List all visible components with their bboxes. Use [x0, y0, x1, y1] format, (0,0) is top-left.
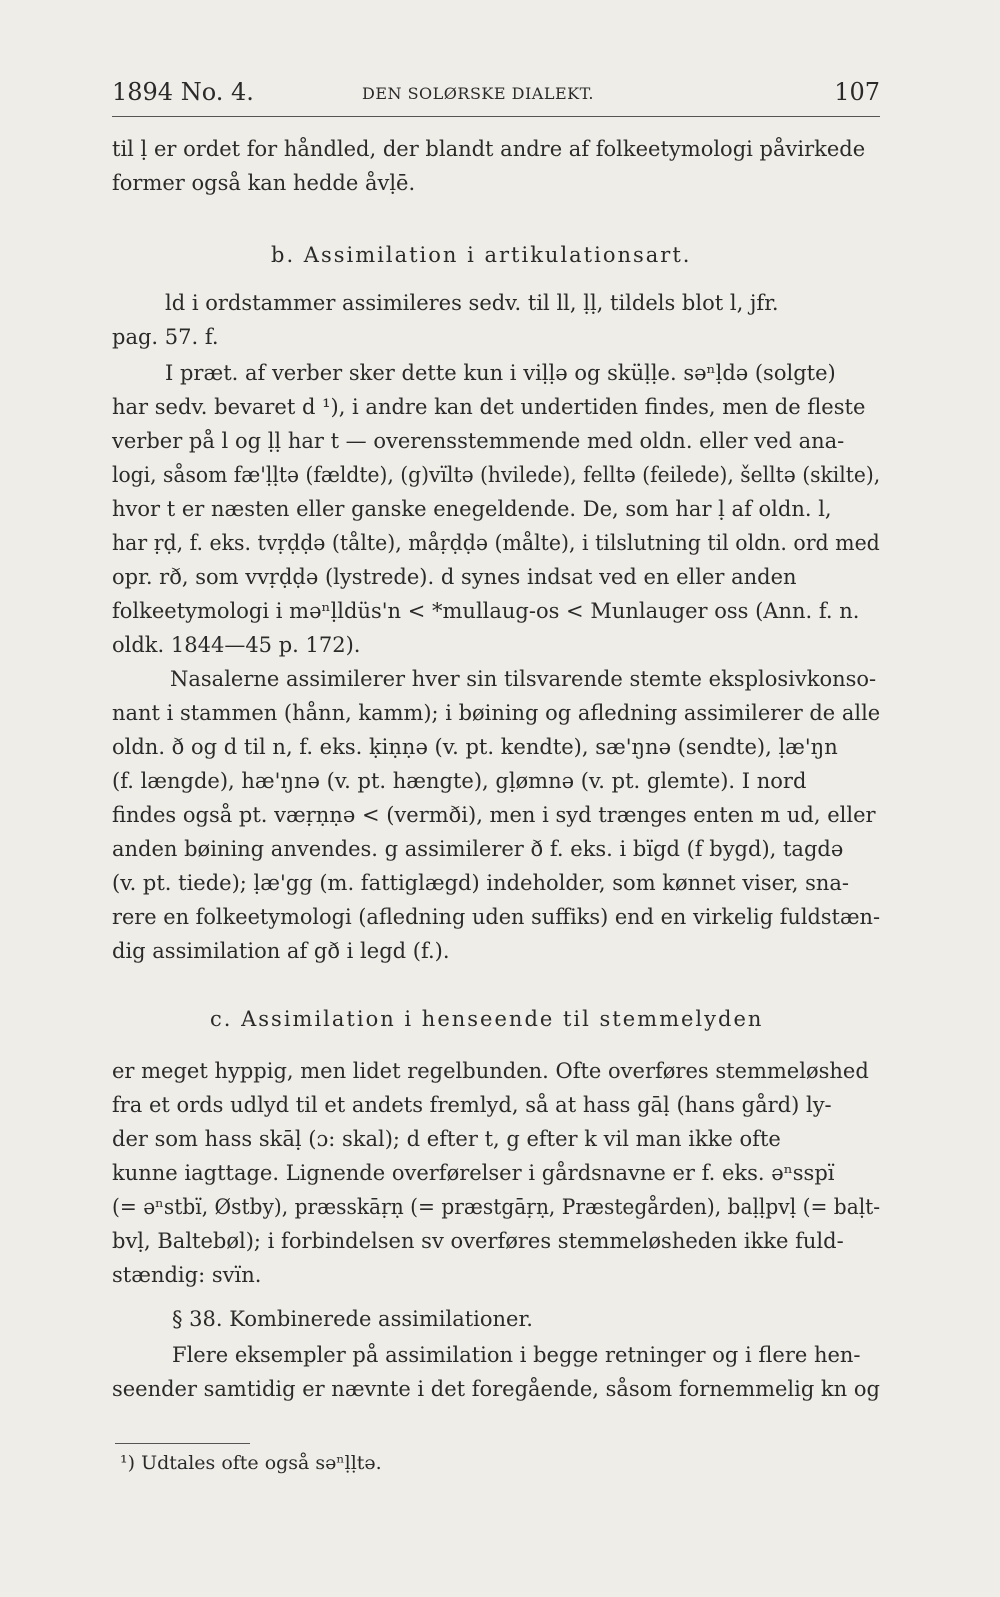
text-line-content: stændig: svïn. — [112, 1263, 262, 1287]
text-line-content: har sedv. bevaret d ¹), i andre kan det undertiden findes, men de fleste — [112, 395, 866, 419]
text-line — [0, 492, 1000, 526]
text-line — [0, 1122, 1000, 1156]
text-line-content: opr. rð, som vvṛḍḍə (lystrede). d synes indsat ved en eller anden — [112, 565, 797, 589]
text-line — [0, 1302, 1000, 1336]
text-line — [0, 458, 1000, 492]
header-left: 1894 No. 4. — [112, 78, 254, 106]
text-line-content: seender samtidig er nævnte i det foregående, såsom fornemmelig kn og — [112, 1377, 880, 1401]
running-header — [112, 76, 880, 117]
text-line — [0, 320, 1000, 354]
page-number: 107 — [834, 78, 880, 106]
text-line — [0, 866, 1000, 900]
text-line — [0, 356, 1000, 390]
text-line — [0, 628, 1000, 662]
text-line-content: til ḷ er ordet for håndled, der blandt andre af folkeetymologi påvirkede — [112, 137, 866, 161]
text-line-content: oldk. 1844—45 p. 172). — [112, 633, 361, 657]
text-line-content: der som hass skāḷ (ɔ: skal); d efter t, g efter k vil man ikke ofte — [112, 1127, 781, 1151]
text-line-content: nant i stammen (hånn, kamm); i bøining og afledning assimilerer de alle — [112, 701, 881, 725]
text-line-content: Nasalerne assimilerer hver sin tilsvarende stemte eksplosivkonso- — [170, 667, 877, 691]
text-line — [0, 696, 1000, 730]
text-line-content: former også kan hedde åvḷē. — [112, 171, 416, 195]
text-line-content: c. Assimilation i henseende til stemmelyden — [210, 1007, 764, 1031]
text-line — [0, 1190, 1000, 1224]
text-line — [0, 238, 1000, 272]
text-line-content: folkeetymologi i məⁿḷldüs'n < *mullaug-os < Munlauger oss (Ann. f. n. — [112, 599, 860, 623]
text-line — [0, 424, 1000, 458]
text-line-content: logi, såsom fæ'ḷḷtə (fældte), (g)vïltə (hvilede), felltə (feilede), šelltə (skilte), — [112, 463, 881, 487]
text-line — [0, 1002, 1000, 1036]
text-line-content: (= əⁿstbï, Østby), præsskāṛṇ (= præstgāṛṇ, Præstegården), baḷḷpvḷ (= baḷt- — [112, 1195, 881, 1219]
text-line — [0, 560, 1000, 594]
text-line — [0, 132, 1000, 166]
text-line — [0, 1088, 1000, 1122]
text-line-content: I præt. af verber sker dette kun i viḷḷə og skü̇ḷḷe. səⁿḷdə (solgte) — [165, 361, 836, 385]
text-line — [0, 526, 1000, 560]
text-line-content: dig assimilation af gð i legd (f.). — [112, 939, 450, 963]
footnote: ¹) Udtales ofte også səⁿḷḷtə. — [120, 1452, 382, 1474]
text-line-content: anden bøining anvendes. g assimilerer ð f. eks. i bïgd (f bygd), tagdə — [112, 837, 844, 861]
text-line-content: findes også pt. væṛṇṇə < (vermði), men i syd trænges enten m ud, eller — [112, 803, 876, 827]
text-line-content: (f. længde), hæ'ŋnə (v. pt. hængte), gḷømnə (v. pt. glemte). I nord — [112, 769, 807, 793]
text-line — [0, 662, 1000, 696]
footnote-rule — [115, 1443, 250, 1444]
text-line — [0, 286, 1000, 320]
text-line-content: bvḷ, Baltebøl); i forbindelsen sv overføres stemmeløsheden ikke fuld- — [112, 1229, 844, 1253]
text-line — [0, 1338, 1000, 1372]
text-line-content: er meget hyppig, men lidet regelbunden. Ofte overføres stemmeløshed — [112, 1059, 869, 1083]
text-line — [0, 730, 1000, 764]
text-line — [0, 166, 1000, 200]
text-line — [0, 1372, 1000, 1406]
text-line-content: hvor t er næsten eller ganske enegeldende. De, som har ḷ af oldn. l, — [112, 497, 832, 521]
text-line-content: § 38. Kombinerede assimilationer. — [172, 1307, 533, 1331]
text-line-content: pag. 57. f. — [112, 325, 219, 349]
text-line-content: har ṛḍ, f. eks. tvṛḍḍə (tålte), måṛḍḍə (målte), i tilslutning til oldn. ord med — [112, 531, 880, 555]
text-line-content: oldn. ð og d til n, f. eks. ḳiṇṇə (v. pt. kendte), sæ'ŋnə (sendte), ḷæ'ŋn — [112, 735, 838, 759]
text-line-content: verber på l og ḷḷ har t — overensstemmende med oldn. eller ved ana- — [112, 429, 845, 453]
text-line — [0, 798, 1000, 832]
text-line — [0, 934, 1000, 968]
text-line-content: Flere eksempler på assimilation i begge retninger og i flere hen- — [172, 1343, 861, 1367]
text-line — [0, 1156, 1000, 1190]
text-line-content: kunne iagttage. Lignende overførelser i gårdsnavne er f. eks. əⁿsspï — [112, 1161, 835, 1185]
text-line — [0, 594, 1000, 628]
text-line-content: b. Assimilation i artikulationsart. — [271, 243, 692, 267]
text-line-content: rere en folkeetymologi (afledning uden suffiks) end en virkelig fuldstæn- — [112, 905, 881, 929]
text-line — [0, 900, 1000, 934]
text-line-content: ld i ordstammer assimileres sedv. til ll, ḷḷ, tildels blot l, jfr. — [165, 291, 779, 315]
text-line — [0, 1258, 1000, 1292]
text-line-content: (v. pt. tiede); ḷæ'gg (m. fattiglægd) indeholder, som kønnet viser, sna- — [112, 871, 850, 895]
text-line — [0, 832, 1000, 866]
text-line — [0, 1224, 1000, 1258]
text-line — [0, 764, 1000, 798]
header-title: DEN SOLØRSKE DIALEKT. — [362, 84, 595, 103]
text-line — [0, 1054, 1000, 1088]
text-line-content: fra et ords udlyd til et andets fremlyd, så at hass gāḷ (hans gård) ly- — [112, 1093, 832, 1117]
text-line — [0, 390, 1000, 424]
